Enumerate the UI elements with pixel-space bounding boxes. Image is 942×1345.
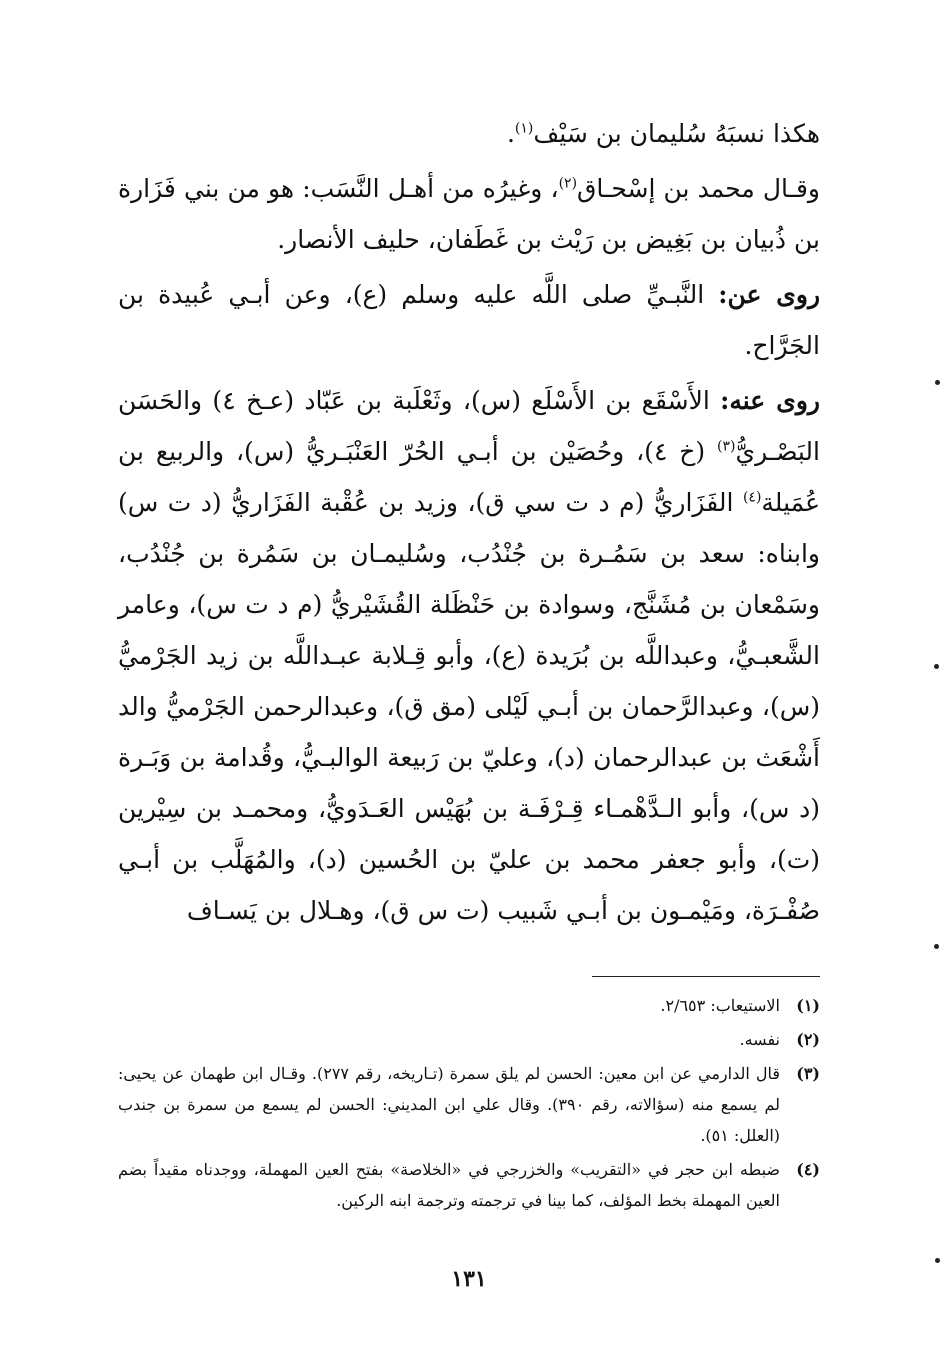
narrated-from-text: النَّبـيِّ صلى اللَّه عليه وسلم (ع)، وعن أبـي عُبيدة بن الجَرَّاح. (118, 280, 820, 360)
footnote-4 (118, 1154, 820, 1216)
scan-speck (935, 1258, 940, 1263)
footnote-text: ضبطه ابن حجر في «التقريب» والخزرجي في «الخلاصة» بفتح العين المهملة، ووجدناه مقيداً بضم العين المهملة بخط المؤلف، كما بينا في ترجمته وترجمة ابنه الركين. (118, 1160, 780, 1210)
paragraph-ibn-ishaq-lead: وقـال محمد بن إسْحـاق (577, 174, 820, 203)
paragraph-ibn-ishaq-text: ، وغيرُه من أهـل النَّسَب: هو من بني فَزَارة بن ذُبيان بن بَغِيض بن رَيْث بن غَطَفان، حليف الأنصار. (118, 174, 820, 254)
footnote-text: قال الدارمي عن ابن معين: الحسن لم يلق سمرة (تـاريخه، رقم ٢٧٧). وقـال ابن طهمان عن يحيى: لم يسمع منه (سؤالاته، رقم ٣٩٠). وقال علي ابن المديني: الحسن لم يسمع من سمرة بن جندب (العلل: ٥١). (118, 1064, 781, 1145)
footnote-ref-4: (٤) (742, 489, 762, 506)
paragraph-lineage-text: هكذا نسبَهُ سُليمان بن سَيْف (533, 119, 820, 148)
paragraph-narrators (118, 375, 820, 936)
footnote-number: (١) (796, 996, 820, 1015)
footnotes (118, 990, 820, 1219)
footnote-number: (٢) (796, 1030, 820, 1049)
scan-speck (934, 664, 939, 669)
footnote-text: نفسه. (739, 1030, 780, 1049)
narrators-heading: روى عنه: (720, 386, 820, 415)
paragraph-lineage-end: . (506, 119, 515, 148)
footnote-ref-3: (٣) (717, 438, 736, 455)
narrators-text-3: الفَزَاريُّ (م د ت سي ق)، وزيد بن عُقْبة الفَزَاريُّ (د ت س) وابناه: سعد بن سَمُـرة بن جُنْدُب، وسُليمـان بن سَمُرة بن جُنْدُب، وسَمْعان بن مُشَنَّج، وسوادة بن حَنْظَلة القُشَيْريُّ (م د ت س)، وعامر الشَّعبـيُّ، وعبداللَّه بن بُرَيدة (ع)، وأبو قِـلابة عبـداللَّه بن زيد الجَرْميُّ (س)، وعبدالرَّحمان بن أبـي لَيْلى (مق ق)، وعبدالرحمن الجَرْميُّ والد أَشْعَث بن عبدالرحمان (د)، وعليّ بن رَبيعة الوالبـيُّ، وقُدامة بن وَبَـرة (د س)، وأبو الـدَّهْمـاء قِـرْفَـة بن بُهَيْس العَـدَويُّ، ومحمـد بن سِيْرين (ت)، وأبو جعفر محمد بن عليّ بن الحُسين (د)، والمُهَلَّب بن أبـي صُفْـرَة، ومَيْمـون بن أبـي شَبيب (ت س ق)، وهـلال بن يَسـاف (118, 488, 820, 925)
narrated-from-heading: روى عن: (718, 280, 821, 309)
narrators-text-1: الأَسْقَع بن الأَسْلَع (س)، وثَعْلَبة بن عَبّاد (عـخ ٤) والحَسَن البَصْـريُّ (118, 386, 820, 466)
paragraph-ibn-ishaq (118, 163, 820, 265)
narrators-text-2: (خ ٤)، وحُصَيْن بن أبـي الحُرّ العَنْبَـريُّ (س)، والربيع بن عُمَيلة (118, 437, 820, 517)
scan-speck (935, 380, 940, 385)
footnote-text: الاستيعاب: ٢/٦٥٣. (660, 996, 780, 1015)
paragraph-lineage (118, 108, 820, 159)
footnote-2 (118, 1024, 820, 1055)
scan-speck (934, 944, 939, 949)
paragraph-narrated-from (118, 269, 820, 371)
book-page (118, 108, 820, 1308)
footnote-3 (118, 1058, 820, 1151)
footnote-number: (٣) (796, 1064, 820, 1083)
footnote-separator (592, 976, 820, 977)
footnote-ref-1: (١) (514, 120, 534, 137)
page-number: ١٣١ (451, 1266, 487, 1292)
footnote-number: (٤) (796, 1160, 820, 1179)
footnote-ref-2: (٢) (558, 175, 578, 192)
footnote-1 (118, 990, 820, 1021)
